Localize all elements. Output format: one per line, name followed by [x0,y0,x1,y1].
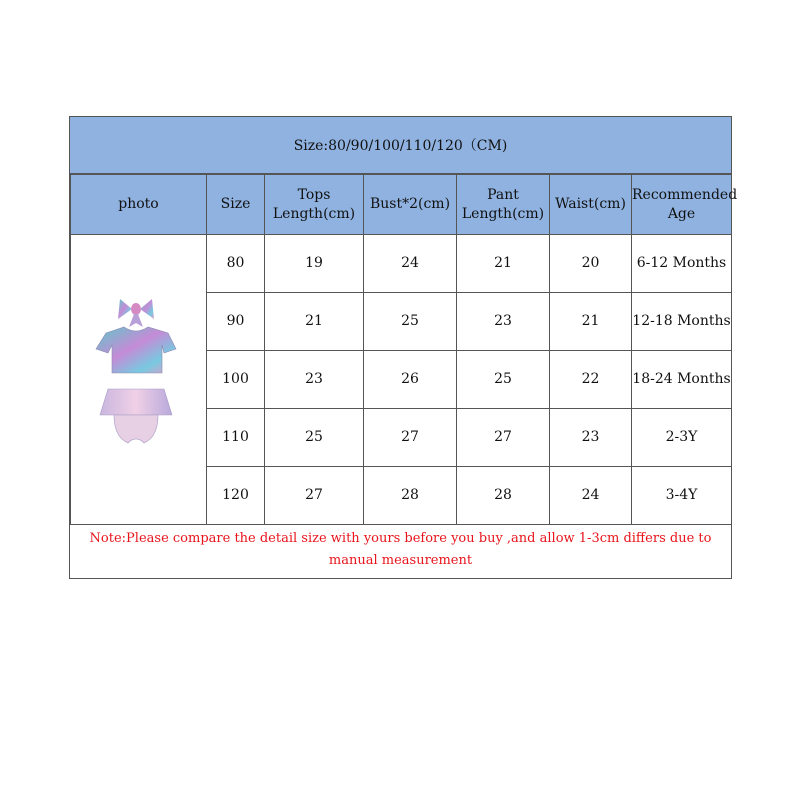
cell-bust: 24 [364,235,457,293]
product-photo-cell [71,235,207,525]
cell-age: 2-3Y [632,409,732,467]
cell-size: 80 [207,235,265,293]
cell-waist: 23 [550,409,632,467]
size-table [70,174,738,525]
header-tops-line2: Length(cm) [272,205,356,222]
cell-tops-length: 27 [265,467,364,525]
tie-dye-bloomer-skirt-icon [100,389,172,443]
cell-bust: 28 [364,467,457,525]
header-bust: Bust*2(cm) [364,175,457,235]
cell-pant-length: 27 [457,409,550,467]
header-pant-line2: Length(cm) [461,205,545,222]
cell-size: 120 [207,467,265,525]
header-recommended-age [632,175,738,235]
header-tops-line1: Tops [297,186,331,203]
cell-tops-length: 25 [265,409,364,467]
cell-pant-length: 21 [457,235,550,293]
header-pant-line1: Pant [487,186,519,203]
header-tops-length [265,175,364,235]
cell-waist: 20 [550,235,632,293]
cell-bust: 25 [364,293,457,351]
header-age-line1: Recommended [632,186,738,203]
tie-dye-top-icon [96,327,176,373]
cell-waist: 22 [550,351,632,409]
cell-waist: 24 [550,467,632,525]
cell-size: 110 [207,409,265,467]
headband-bow-icon [118,299,154,327]
header-waist: Waist(cm) [550,175,632,235]
cell-age: 3-4Y [632,467,732,525]
cell-pant-length: 23 [457,293,550,351]
cell-pant-length: 25 [457,351,550,409]
cell-size: 90 [207,293,265,351]
cell-size: 100 [207,351,265,409]
cell-age: 18-24 Months [632,351,732,409]
cell-age: 12-18 Months [632,293,732,351]
product-photo [84,297,194,457]
cell-tops-length: 19 [265,235,364,293]
header-pant-length [457,175,550,235]
cell-tops-length: 21 [265,293,364,351]
header-size: Size [207,175,265,235]
header-row [71,175,732,235]
cell-bust: 26 [364,351,457,409]
header-age-line2: Age [667,205,696,222]
cell-bust: 27 [364,409,457,467]
size-chart [69,116,738,579]
size-note: Note:Please compare the detail size with yours before you buy ,and allow 1-3cm differs due to manual measurement [89,531,712,568]
cell-pant-length: 28 [457,467,550,525]
chart-title: Size:80/90/100/110/120（CM) [70,117,731,174]
header-photo: photo [71,175,207,235]
cell-waist: 21 [550,293,632,351]
table-row [71,235,732,293]
cell-age: 6-12 Months [632,235,732,293]
cell-tops-length: 23 [265,351,364,409]
